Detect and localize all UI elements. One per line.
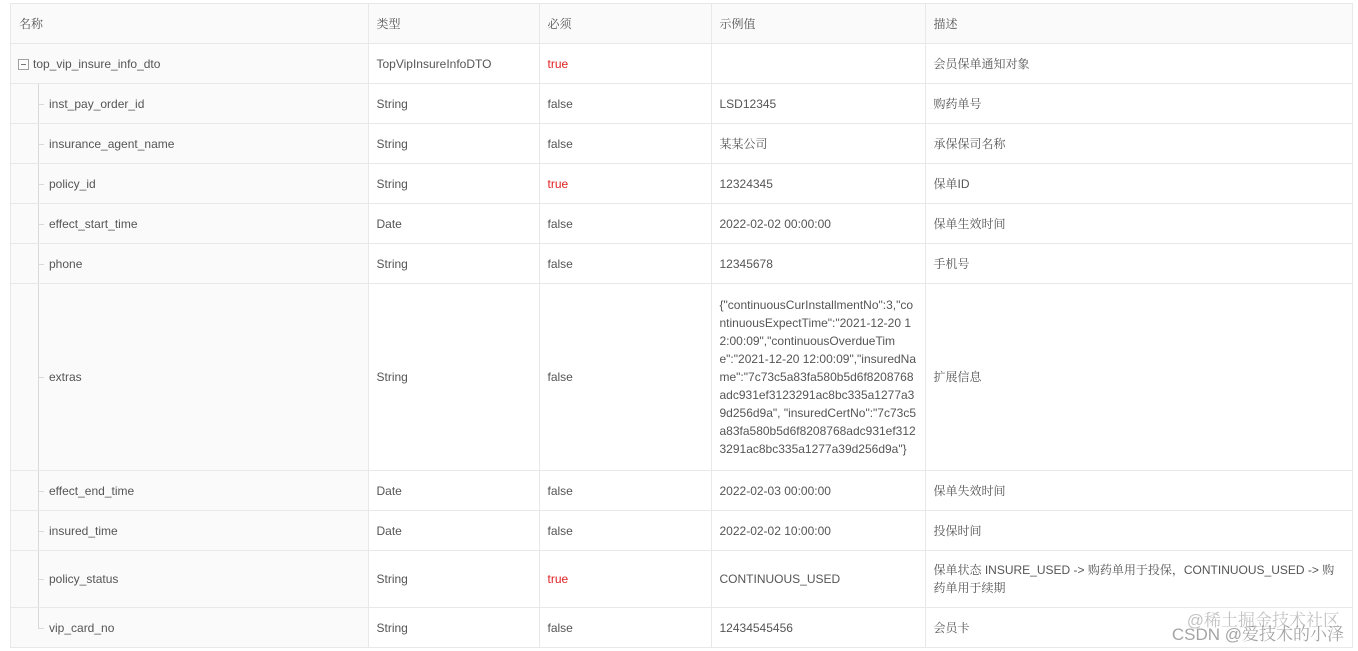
description-cell: 保单ID [925,164,1352,204]
param-name: effect_start_time [49,216,138,231]
example-cell: CONTINUOUS_USED [711,551,925,608]
column-header-description: 描述 [925,4,1352,44]
name-cell [11,244,368,284]
table-row [11,164,1352,204]
required-cell: false [539,511,711,551]
table-row-root [11,44,1352,84]
column-header-name: 名称 [11,4,368,44]
type-cell: String [368,84,539,124]
required-cell: false [539,244,711,284]
name-cell [11,471,368,511]
table-row [11,471,1352,511]
required-cell: true [539,44,711,84]
type-cell: Date [368,204,539,244]
table-row [11,551,1352,608]
name-cell [11,84,368,124]
description-cell: 承保保司名称 [925,124,1352,164]
name-cell [11,124,368,164]
name-cell [11,608,368,648]
name-cell [11,551,368,608]
name-cell [11,284,368,471]
type-cell: Date [368,511,539,551]
type-cell: String [368,551,539,608]
param-name: extras [49,370,82,384]
name-cell [11,511,368,551]
required-cell: true [539,164,711,204]
description-cell: 会员卡 [933,620,970,635]
table-header-row [11,4,1352,44]
description-cell: 投保时间 [925,511,1352,551]
table-row [11,284,1352,471]
table-row [11,244,1352,284]
param-name: effect_end_time [49,483,135,498]
table-row [11,84,1352,124]
example-cell: 12324345 [711,164,925,204]
description-cell: 保单生效时间 [925,204,1352,244]
example-cell: 12345678 [711,244,925,284]
example-cell: 某某公司 [711,124,925,164]
type-cell: String [368,608,539,648]
param-name: top_vip_insure_info_dto [33,56,161,71]
example-cell: 2022-02-03 00:00:00 [711,471,925,511]
type-cell: TopVipInsureInfoDTO [368,44,539,84]
example-cell: 12434545456 [711,608,925,648]
param-name: policy_status [49,572,119,586]
example-cell: LSD12345 [711,84,925,124]
api-params-table-container [10,3,1353,648]
required-cell: false [539,608,711,648]
name-cell [11,204,368,244]
watermark-line-1: @稀土掘金技术社区 [1186,611,1340,630]
column-header-type: 类型 [368,4,539,44]
param-name: insurance_agent_name [49,136,175,151]
description-cell: 扩展信息 [925,284,1352,471]
required-cell: false [539,204,711,244]
api-params-table [11,4,1352,647]
example-cell: {"continuousCurInstallmentNo":3,"continuousExpectTime":"2021-12-20 12:00:09","continuousOverdueTime":"2021-12-20 12:00:09","insuredName":"7c73c5a83fa580b5d6f8208768adc931ef3123291ac8bc335a1277a39d256d9a", "insuredCertNo":"7c73c5a83fa580b5d6f8208768adc931ef3123291ac8bc335a1277a39d256d9a"} [711,284,925,471]
required-cell: true [539,551,711,608]
description-cell: 保单失效时间 [925,471,1352,511]
description-cell: 手机号 [925,244,1352,284]
type-cell: String [368,124,539,164]
param-name: insured_time [49,523,118,538]
collapse-icon[interactable] [18,59,29,70]
table-row [11,204,1352,244]
description-cell: 会员保单通知对象 [925,44,1352,84]
required-cell: false [539,124,711,164]
required-cell: false [539,471,711,511]
required-cell: false [539,284,711,471]
required-cell: false [539,84,711,124]
description-cell: 保单状态 INSURE_USED -> 购药单用于投保，CONTINUOUS_USED -> 购药单用于续期 [925,551,1352,608]
example-cell: 2022-02-02 10:00:00 [711,511,925,551]
column-header-example: 示例值 [711,4,925,44]
watermark-line-2: CSDN @爱技术的小泽 [1171,625,1344,644]
type-cell: String [368,164,539,204]
column-header-required: 必须 [539,4,711,44]
param-name: vip_card_no [49,620,115,635]
name-cell [11,44,368,84]
param-name: policy_id [49,176,96,191]
type-cell: String [368,244,539,284]
type-cell: String [368,284,539,471]
example-cell: 2022-02-02 00:00:00 [711,204,925,244]
table-row [11,124,1352,164]
example-cell [711,44,925,84]
table-row [11,608,1352,648]
type-cell: Date [368,471,539,511]
description-cell: 购药单号 [925,84,1352,124]
param-name: inst_pay_order_id [49,96,145,111]
table-row [11,511,1352,551]
name-cell [11,164,368,204]
param-name: phone [49,256,83,271]
